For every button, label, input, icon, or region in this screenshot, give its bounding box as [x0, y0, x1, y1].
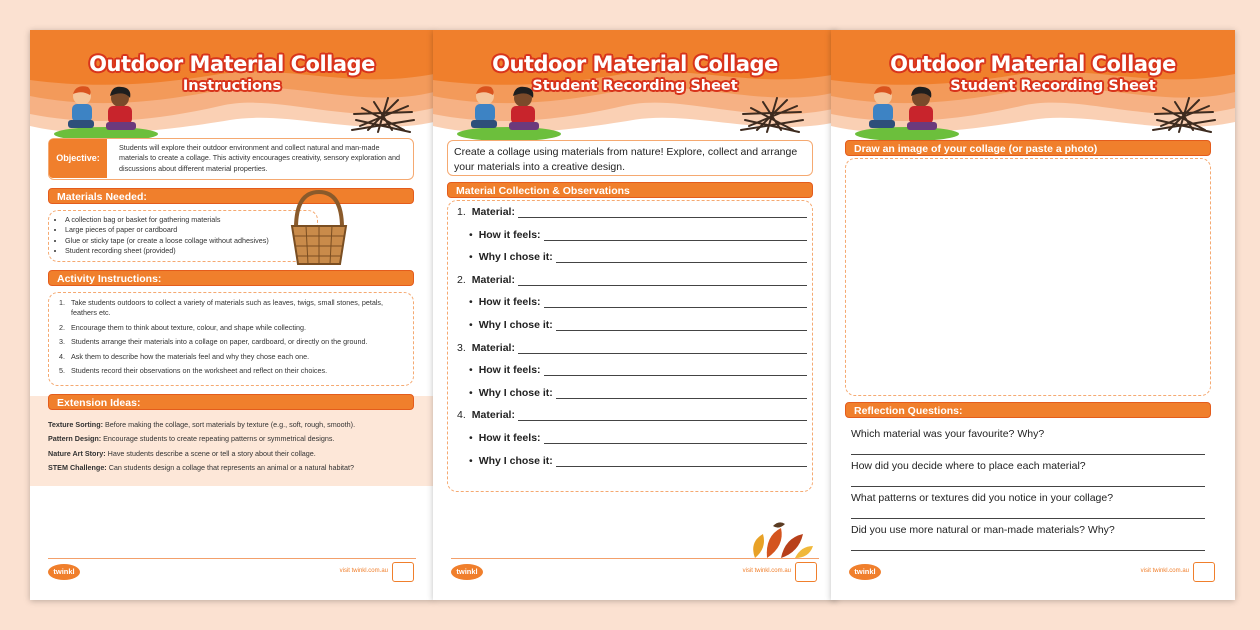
question-text: How did you decide where to place each material?: [851, 460, 1086, 472]
list-item: 2. Encourage them to think about texture, colour, and shape while collecting.: [59, 322, 306, 332]
footer-divider: [451, 558, 819, 559]
children-illustration: [455, 82, 563, 140]
record-row[interactable]: [469, 432, 807, 444]
objective-label: Objective:: [49, 139, 107, 178]
question-text: Did you use more natural or man-made materials? Why?: [851, 524, 1115, 536]
intro-box: [447, 140, 813, 176]
list-item: • Glue or sticky tape (or create a loose collage without adhesives): [65, 236, 315, 246]
page-title: Outdoor Material Collage: [890, 52, 1176, 76]
twinkl-logo: twinkl: [451, 564, 483, 580]
answer-line[interactable]: [544, 434, 807, 444]
intro-text: Create a collage using materials from nature! Explore, collect and arrange your materials into a creative design.: [454, 146, 798, 173]
record-row[interactable]: [469, 455, 807, 467]
material-label: Material:: [471, 206, 515, 218]
answer-line[interactable]: [518, 411, 807, 421]
bullet-icon: •: [469, 296, 473, 309]
drawing-area[interactable]: [845, 158, 1211, 396]
feels-label: How it feels:: [478, 432, 541, 444]
footer-link[interactable]: visit twinkl.com.au: [339, 568, 388, 574]
badge-icon: [392, 562, 414, 582]
list-item: Pattern Design: Encourage students to create repeating patterns or symmetrical designs.: [48, 434, 335, 444]
bullet-icon: •: [469, 251, 473, 264]
list-item: Texture Sorting: Before making the collage, sort materials by texture (e.g., soft, rough, smooth).: [48, 420, 356, 429]
record-row[interactable]: [469, 229, 807, 241]
list-item: 5. Students record their observations on the worksheet and reflect on their choices.: [59, 366, 328, 376]
record-row[interactable]: [469, 251, 807, 263]
list-item: • Large pieces of paper or cardboard: [65, 225, 315, 235]
answer-line[interactable]: [851, 486, 1205, 487]
extension-list: [48, 420, 418, 472]
answer-line[interactable]: [518, 344, 807, 354]
steps-list: [59, 298, 399, 377]
answer-line[interactable]: [851, 454, 1205, 455]
page-subtitle: Student Recording Sheet: [950, 78, 1156, 94]
materials-header: Materials Needed:: [48, 188, 414, 204]
answer-line[interactable]: [518, 276, 807, 286]
children-illustration: [52, 82, 160, 140]
record-row[interactable]: [469, 296, 807, 308]
page-subtitle: Instructions: [182, 78, 282, 94]
badge-icon: [1193, 562, 1215, 582]
why-label: Why I chose it:: [478, 386, 553, 399]
why-label: Why I chose it:: [478, 454, 553, 467]
record-row[interactable]: [457, 342, 807, 354]
record-row[interactable]: [469, 364, 807, 376]
feels-label: How it feels:: [478, 296, 541, 309]
question-text: What patterns or textures did you notice in your collage?: [851, 492, 1114, 504]
recording-sheet-page: [433, 30, 837, 600]
material-label: Material:: [471, 341, 515, 354]
record-row[interactable]: [469, 319, 807, 331]
instructions-page: [30, 30, 434, 600]
question-text: Which material was your favourite? Why?: [851, 428, 1045, 440]
answer-line[interactable]: [544, 366, 807, 376]
why-label: Why I chose it:: [478, 319, 553, 331]
activity-box: [48, 292, 414, 386]
why-label: Why I chose it:: [478, 251, 553, 264]
item-number: 1.: [457, 206, 466, 218]
twinkl-logo: twinkl: [849, 564, 881, 580]
record-row[interactable]: [457, 409, 807, 421]
twinkl-logo: twinkl: [48, 564, 80, 580]
record-row[interactable]: [469, 387, 807, 399]
bullet-icon: •: [469, 228, 473, 241]
sticks-illustration: [1149, 90, 1219, 136]
answer-line[interactable]: [556, 457, 807, 467]
answer-line[interactable]: [556, 253, 807, 263]
list-item: • Student recording sheet (provided): [65, 246, 315, 256]
bullet-icon: •: [469, 386, 473, 399]
bullet-icon: •: [469, 432, 473, 444]
list-item: 3. Students arrange their materials into a collage on paper, cardboard, or directly on the ground.: [59, 337, 368, 347]
item-number: 2.: [457, 273, 466, 286]
extension-header: Extension Ideas:: [48, 394, 414, 410]
answer-line[interactable]: [518, 208, 807, 218]
answer-line[interactable]: [544, 231, 807, 241]
bullet-icon: •: [469, 319, 473, 331]
answer-line[interactable]: [851, 518, 1205, 519]
page-title: Outdoor Material Collage: [492, 52, 778, 76]
answer-line[interactable]: [544, 298, 807, 308]
sticks-illustration: [737, 90, 807, 136]
materials-list: [65, 215, 315, 257]
material-label: Material:: [471, 273, 515, 286]
observations-header: Material Collection & Observations: [447, 182, 813, 198]
basket-illustration: [286, 188, 352, 268]
reflection-header: Reflection Questions:: [845, 402, 1211, 418]
draw-header: Draw an image of your collage (or paste a photo): [845, 140, 1211, 156]
item-number: 3.: [457, 341, 466, 354]
footer-divider: [48, 558, 416, 559]
answer-line[interactable]: [851, 550, 1205, 551]
sticks-illustration: [348, 90, 418, 136]
reflection-page: [831, 30, 1235, 600]
page-title: Outdoor Material Collage: [89, 52, 375, 76]
feels-label: How it feels:: [478, 228, 541, 241]
leaves-illustration: [745, 518, 817, 560]
objective-box: [48, 138, 414, 180]
children-illustration: [853, 82, 961, 140]
feels-label: How it feels:: [478, 364, 541, 377]
footer-link[interactable]: visit twinkl.com.au: [1140, 568, 1189, 574]
record-row[interactable]: [457, 274, 807, 286]
badge-icon: [795, 562, 817, 582]
list-item: Nature Art Story: Have students describe a scene or tell a story about their collage.: [48, 448, 316, 458]
footer-link[interactable]: visit twinkl.com.au: [742, 568, 791, 574]
bullet-icon: •: [469, 454, 473, 467]
materials-box: [48, 210, 318, 262]
material-label: Material:: [471, 409, 515, 422]
list-item: 4. Ask them to describe how the materials feel and why they chose each one.: [59, 351, 310, 361]
answer-line[interactable]: [556, 389, 807, 399]
answer-line[interactable]: [556, 321, 807, 331]
activity-header: Activity Instructions:: [48, 270, 414, 286]
record-row[interactable]: [457, 206, 807, 218]
list-item: 1. Take students outdoors to collect a variety of materials such as leaves, twigs, small stones, petals, feathers etc.: [59, 298, 384, 318]
list-item: • A collection bag or basket for gathering materials: [65, 215, 315, 225]
item-number: 4.: [457, 409, 466, 422]
objective-text: Students will explore their outdoor environment and collect natural and man-made materials to create a collage. This activity encourages creativity, sensory exploration and discussions about different material properties.: [119, 143, 400, 173]
list-item: STEM Challenge: Can students design a collage that represents an animal or a natural habitat?: [48, 463, 355, 473]
bullet-icon: •: [469, 364, 473, 377]
page-subtitle: Student Recording Sheet: [532, 78, 738, 94]
